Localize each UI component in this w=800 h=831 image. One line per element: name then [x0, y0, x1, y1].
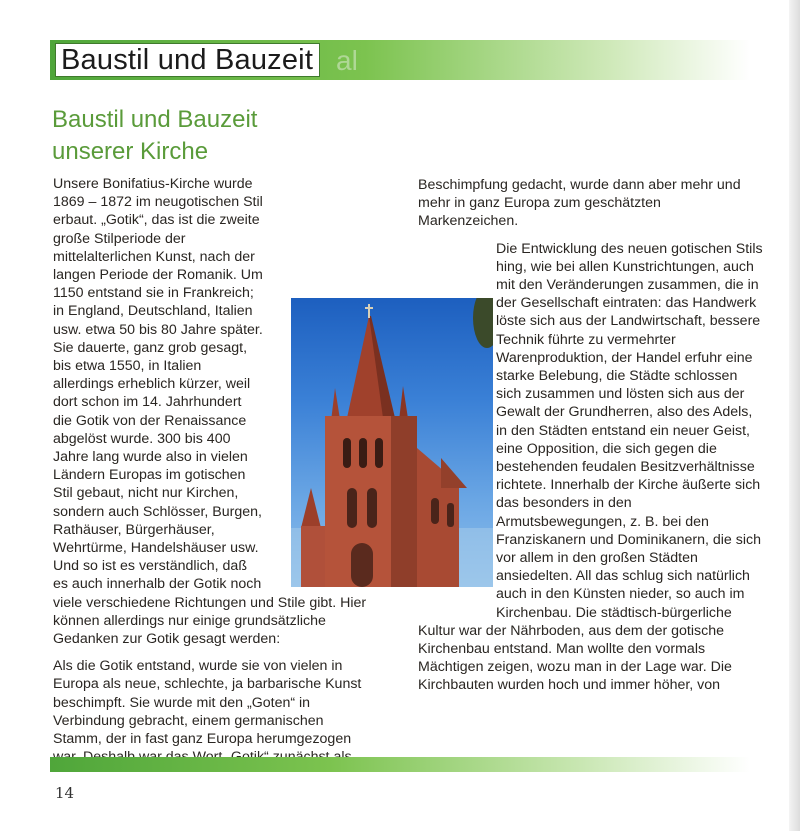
section-title-line1: Baustil und Bauzeit	[52, 106, 258, 133]
section-title	[52, 104, 382, 168]
page-number: 14	[55, 784, 75, 802]
header-title: Baustil und Bauzeit	[61, 44, 314, 76]
right-paragraph-2: Die Entwicklung des neuen gotischen Stils hing, wie bei allen Kunstrichtungen, auch mit den Veränderungen zusammen, die in der Gesellschaft eintraten: das Handwerk löste sich aus der Landwirtschaft, bessere Technik führte zu vermehrter Warenproduktion, der Handel erfuhr eine starke Belebung, die Städte schlossen sich zusammen und lösten sich aus der Gewalt der Grundherren, also des Adels, in den Städten entstand ein neuer Geist, eine Opposition, die sich gegen die bestehenden feudalen Besitzverhältnisse richtete. Innerhalb der Kirche äußerte sich das besonders in den Armutsbewegungen, z. B. bei den Franziskanern und Dominikanern, die sich vor allem in den großen Städten ansiedelten. All das schlug sich natürlich auch in den Künsten nieder, so auch im Kirchenbau. Die städtisch-bürgerliche Kultur war der Nährboden, aus dem der gotische Kirchenbau entstand. Man wollte den vormals Mächtigen zeigen, wozu man in der Lage war. Die Kirchbauten wurden hoch und immer höher, von	[418, 240, 763, 694]
church-tower-photo	[291, 298, 493, 587]
header-title-box	[55, 43, 320, 77]
section-title-line2: unserer Kirche	[52, 138, 209, 165]
right-paragraph-1: Beschimpfung gedacht, wurde dann aber mehr und mehr in ganz Europa zum geschätzten Markenzeichen.	[418, 177, 741, 230]
header-ghost-text: al	[336, 45, 358, 76]
left-paragraph-2: Als die Gotik entstand, wurde sie von vielen in Europa als neue, schlechte, ja barbarische Kunst beschimpft. Sie wurde mit den „Goten“ in Verbindung gebracht, einem germanischen Stamm, der in fast ganz Europa herumgezogen	[53, 658, 362, 748]
church-tower-illustration	[291, 298, 493, 587]
page-edge-shadow	[789, 0, 800, 831]
footer-bar	[50, 757, 750, 772]
left-paragraph-1: Unsere Bonifatius-Kirche wurde 1869 – 1872 im neugotischen Stil erbaut. „Gotik“, das ist die zweite große Stilperiode der mittelalterlichen Kunst, nach der langen Periode der Romanik. Um 1150 entstand sie in Frankreich; in England, Deutschland, Italien usw. etwa 50 bis 80 Jahre später. Sie dauerte, ganz grob gesagt, bis etwa 1550, in Italien allerdings erheblich kürzer, weil dort schon im 14. Jahrhundert die Gotik von der Renaissance abgelöst wurde. 300 bis 400 Jahre lang wurde also in vielen Ländern Europas im gotischen Stil gebaut, nicht nur Kirchen, sondern auch Schlösser, Burgen, Rathäuser, Bürgerhäuser, Wehrtürme, Handelshäuser usw. Und so ist es verständlich, daß es auch innerhalb der Gotik noch viele verschiedene Richtungen und Stile gibt. Hier können allerdings nur einige grundsätzliche Gedanken zur Gotik gesagt werden:	[53, 176, 367, 648]
